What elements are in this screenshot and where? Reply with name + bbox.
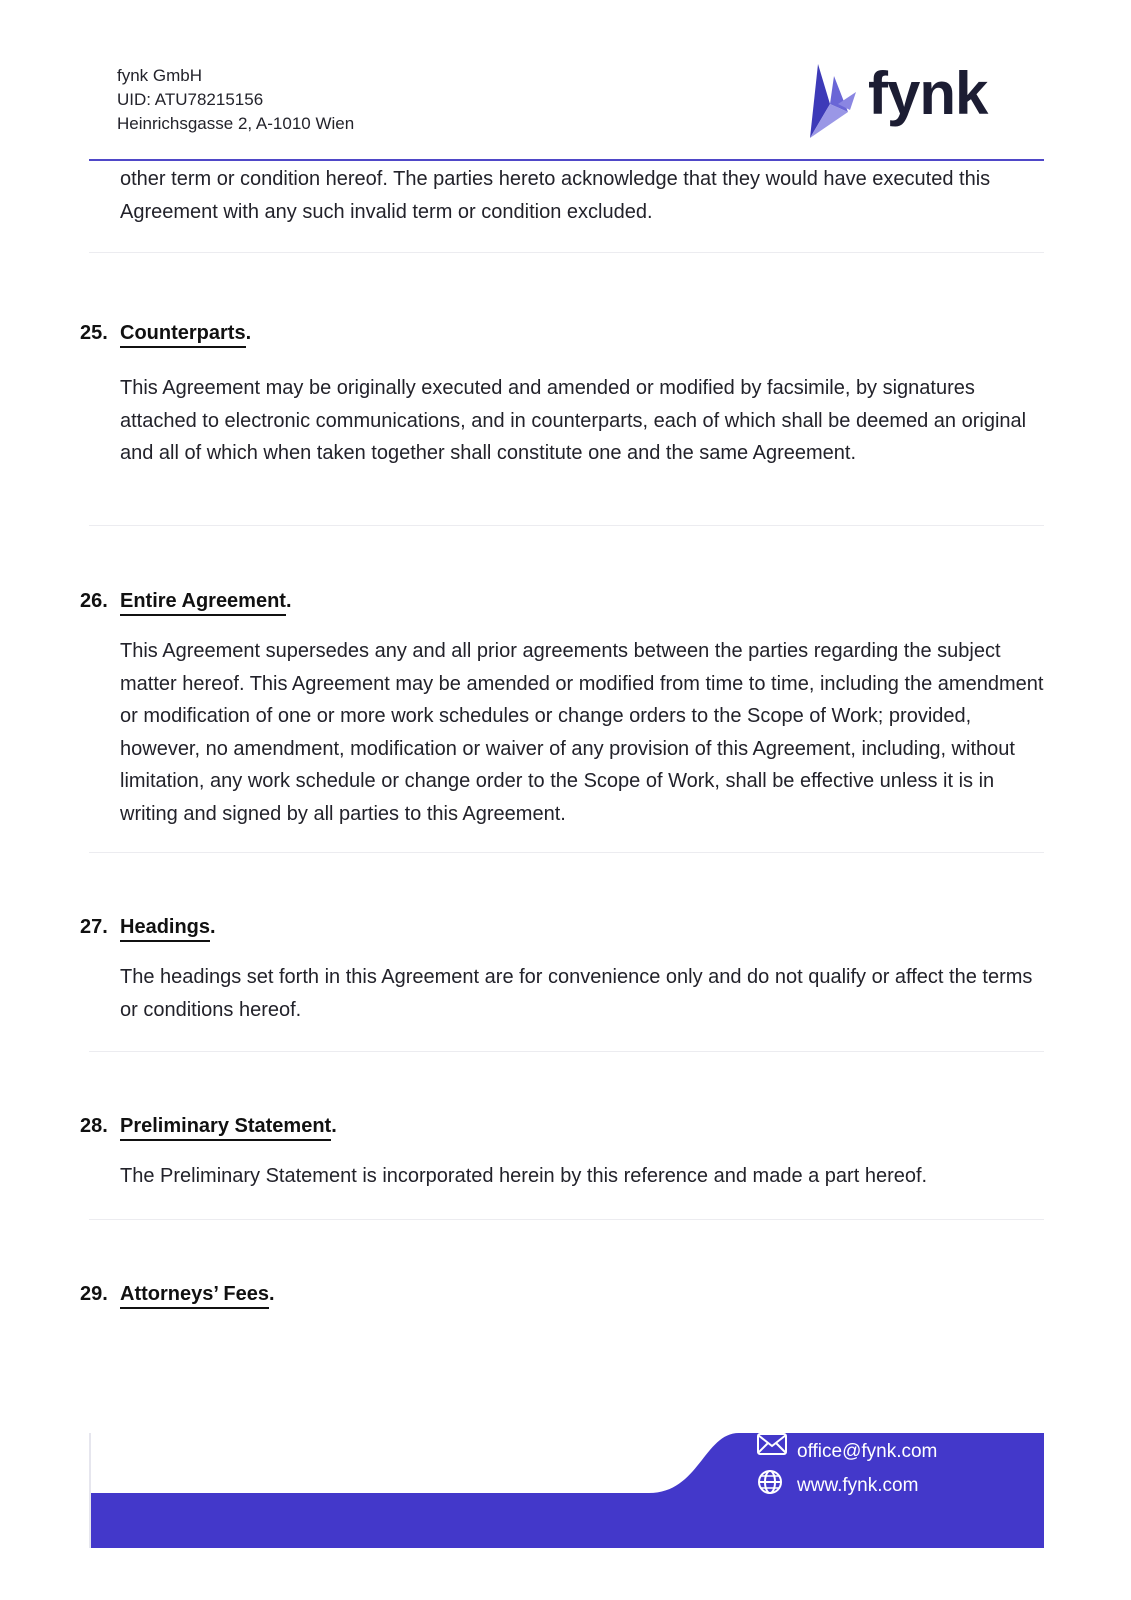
footer-email[interactable]: [757, 1433, 937, 1471]
company-address: Heinrichsgasse 2, A-1010 Wien: [117, 114, 355, 133]
section-26-heading: 26. Entire Agreement.: [80, 588, 292, 614]
section-divider: [89, 525, 1044, 526]
footer-email-text[interactable]: office@fynk.com: [797, 1441, 938, 1462]
globe-icon: [757, 1474, 789, 1498]
footer-website-text[interactable]: www.fynk.com: [797, 1475, 919, 1496]
section-divider: [89, 252, 1044, 253]
section-28-heading: 28. Preliminary Statement.: [80, 1113, 337, 1139]
mail-icon: [757, 1440, 789, 1464]
section-title: Headings: [120, 916, 210, 942]
company-uid: UID: ATU78215156: [117, 90, 264, 109]
section-title: Attorneys’ Fees: [120, 1283, 269, 1309]
section-number: 29.: [80, 1283, 108, 1305]
logo-wordmark: fynk: [868, 60, 988, 127]
section-28-body: The Preliminary Statement is incorporated herein by this reference and made a part hereof.: [120, 1165, 928, 1187]
bird-logo-icon: [808, 64, 864, 140]
section-title: Counterparts: [120, 322, 246, 348]
section-27-heading: 27. Headings.: [80, 914, 216, 940]
continuation-paragraph: other term or condition hereof. The parties hereto acknowledge that they would have executed this Agreement with any such invalid term or condition excluded.: [120, 168, 991, 223]
header-divider: [89, 159, 1044, 161]
fynk-logo: [808, 62, 1008, 142]
section-divider: [89, 1051, 1044, 1052]
section-number: 26.: [80, 590, 108, 612]
section-25-heading: 25. Counterparts.: [80, 320, 251, 346]
section-title: Preliminary Statement: [120, 1115, 331, 1141]
section-divider: [89, 852, 1044, 853]
section-number: 28.: [80, 1115, 108, 1137]
section-25-body: This Agreement may be originally executed and amended or modified by facsimile, by signatures attached to electronic communications, and in counterparts, each of which shall be deemed an original and all of which when taken together shall constitute one and the same Agreement.: [120, 377, 1027, 464]
company-name: fynk GmbH: [117, 66, 203, 85]
section-27-body: The headings set forth in this Agreement are for convenience only and do not qualify or affect the terms or conditions hereof.: [120, 966, 1033, 1021]
section-29-heading: 29. Attorneys’ Fees.: [80, 1281, 275, 1307]
company-info: [117, 64, 354, 136]
section-number: 27.: [80, 916, 108, 938]
footer-banner: [89, 1433, 1044, 1548]
footer-left-edge: [89, 1433, 91, 1548]
section-26-body: This Agreement supersedes any and all prior agreements between the parties regarding the subject matter hereof. This Agreement may be amended or modified from time to time, including the amendment or modification of one or more work schedules or change orders to the Scope of Work; provided, however, no amendment, modification or waiver of any provision of this Agreement, including, without limitation, any work schedule or change order to the Scope of Work, shall be effective unless it is in writing and signed by all parties to this Agreement.: [120, 640, 1044, 825]
section-divider: [89, 1219, 1044, 1220]
footer-website[interactable]: [757, 1469, 918, 1503]
section-title: Entire Agreement: [120, 590, 286, 616]
section-number: 25.: [80, 322, 108, 344]
